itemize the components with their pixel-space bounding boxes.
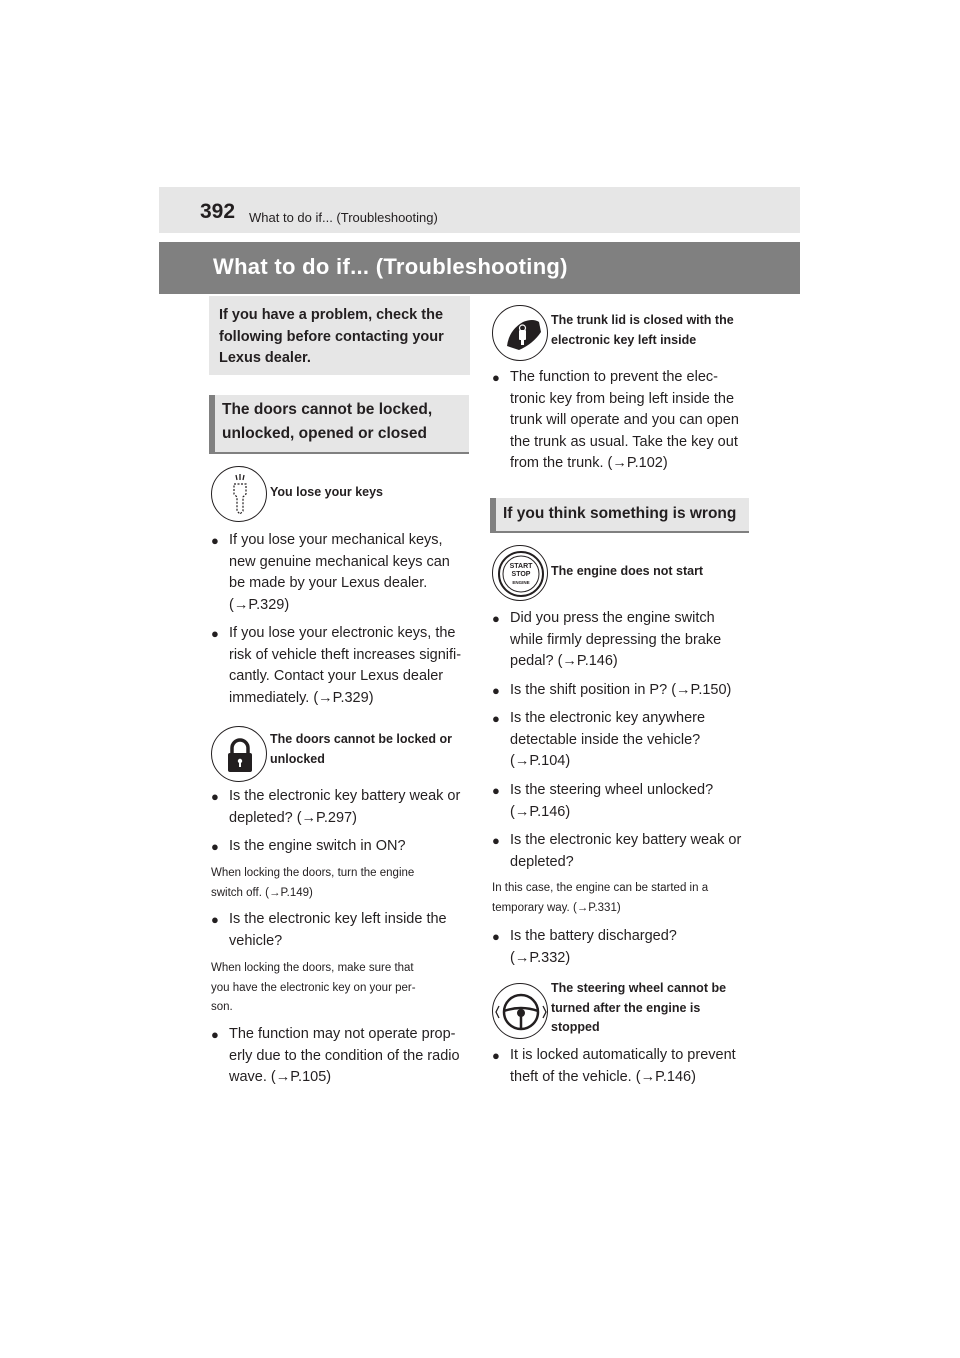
bullet: ● [492,783,500,798]
bullet: ● [492,370,500,385]
bullet: ● [492,1048,500,1063]
trunk-key-icon [492,305,548,361]
bullet: ● [211,533,219,548]
bullet-text: If you lose your electronic keys, the risk of vehicle theft increases signifi- cantly. Contact your Lexus dealer immediately. (→P.329) [229,625,462,706]
caption-steering: The steering wheel cannot be turned after the engine is stopped [551,981,727,1034]
caption-lose-keys: You lose your keys [270,485,384,499]
intro-line: following before contacting your [219,328,444,345]
bullet: ● [211,839,219,854]
bullet-text: Is the electronic key battery weak or depleted? (→P.297) [229,788,461,826]
padlock-icon [211,726,267,782]
running-title: What to do if... (Troubleshooting) [249,210,438,225]
bullet: ● [492,711,500,726]
bullet-text: It is locked automatically to prevent theft of the vehicle. (→P.146) [510,1047,736,1085]
bullet: ● [211,1027,219,1042]
bullet: ● [492,929,500,944]
bullet: ● [211,789,219,804]
bullet: ● [492,611,500,626]
bullet: ● [492,833,500,848]
section-heading-line: unlocked, opened or closed [222,425,427,442]
steering-wheel-icon [492,983,548,1039]
bullet-text: Is the engine switch in ON? [229,838,406,854]
key-icon [211,466,267,522]
bullet: ● [211,626,219,641]
bullet: ● [211,912,219,927]
caption-trunk: The trunk lid is closed with the electronic key left inside [551,313,734,347]
start-stop-button-icon: START STOP ENGINE [492,545,548,601]
page-title: What to do if... (Troubleshooting) [213,254,568,279]
caption-doors-locked: The doors cannot be locked or unlocked [270,732,452,766]
bullet-text: The function to prevent the elec- tronic key from being left inside the trunk will operate and you can open the trunk as usual. Take the key out from the trunk. (→P.102) [510,369,739,471]
note: When locking the doors, turn the engine switch off. (→P.149) [211,867,415,899]
bullet-text: Is the battery discharged? (→P.332) [510,928,677,966]
bullet-text: Is the electronic key anywhere detectable inside the vehicle? (→P.104) [510,710,706,769]
intro-line: Lexus dealer. [219,350,311,366]
note: In this case, the engine can be started in a temporary way. (→P.331) [492,882,709,914]
caption-engine: The engine does not start [551,564,704,578]
bullet: ● [492,683,500,698]
note: When locking the doors, make sure that you have the electronic key on your per- son. [211,962,416,1013]
bullet-text: Is the steering wheel unlocked? (→P.146) [510,782,714,820]
section-heading-line: The doors cannot be locked, [222,401,433,418]
bullet-text: Is the shift position in P? (→P.150) [510,682,732,698]
bullet-text: Is the electronic key battery weak or depleted? [510,832,742,870]
intro-line: If you have a problem, check the [219,307,444,323]
bullet-text: If you lose your mechanical keys, new genuine mechanical keys can be made by your Lexus dealer. (→P.329) [229,532,450,613]
intro-text [219,305,459,370]
bullet-text: Did you press the engine switch while firmly depressing the brake pedal? (→P.146) [510,610,722,669]
page-number: 392 [200,200,236,223]
bullet-text: Is the electronic key left inside the vehicle? [229,911,447,949]
section-heading-something-wrong-text: If you think something is wrong [503,505,737,522]
bullet-text: The function may not operate prop- erly due to the condition of the radio wave. (→P.105) [229,1026,460,1085]
section-heading-doors-text [222,398,462,446]
